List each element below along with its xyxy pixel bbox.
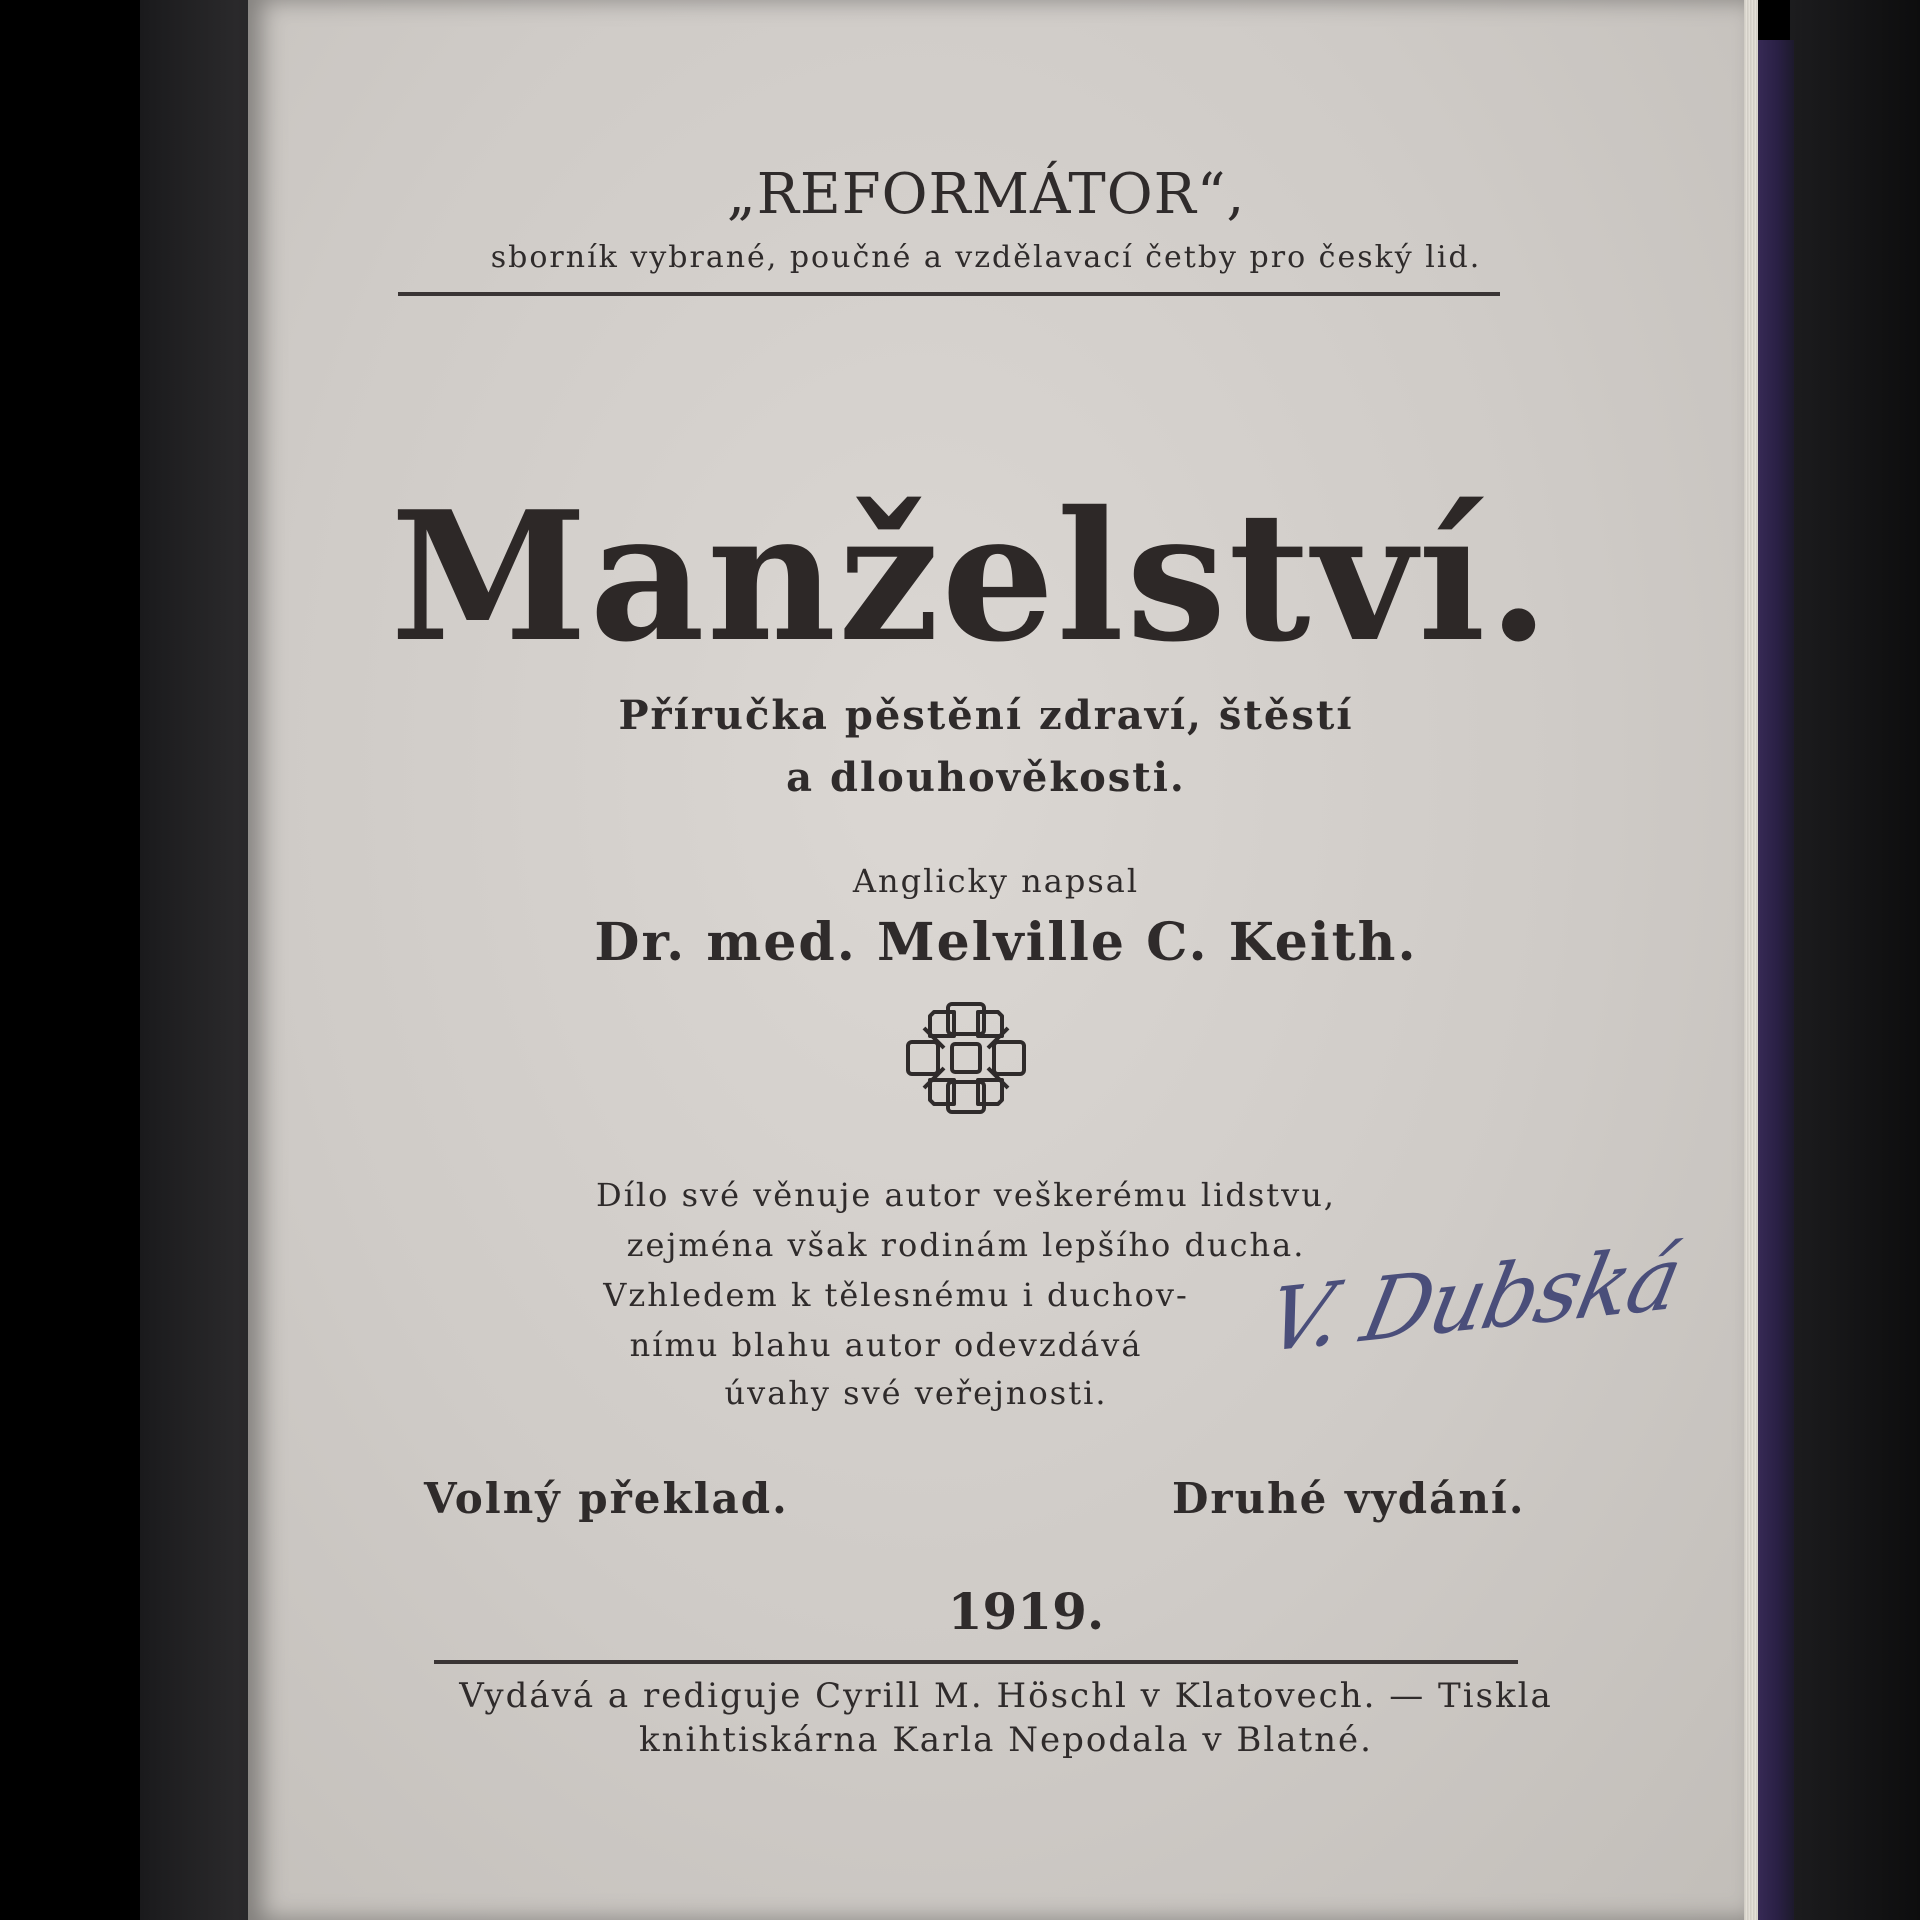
dedication-line-2: zejména však rodinám lepšího ducha. bbox=[626, 1226, 1306, 1264]
backdrop-right bbox=[1790, 0, 1920, 1920]
bottom-rule bbox=[434, 1660, 1518, 1664]
publication-year: 1919. bbox=[947, 1582, 1105, 1641]
handwritten-signature: V. Dubská bbox=[1258, 1227, 1689, 1373]
book-subtitle-line-2: a dlouhověkosti. bbox=[786, 754, 1186, 801]
dedication-line-3: Vzhledem k tělesnému i duchov- bbox=[603, 1276, 1189, 1314]
book-subtitle-line-1: Příručka pěstění zdraví, štěstí bbox=[618, 692, 1354, 739]
book-title: Manželství. bbox=[390, 472, 1552, 681]
celtic-knot-cross-ornament-icon bbox=[904, 1000, 1028, 1116]
series-subtitle: sborník vybrané, poučné a vzdělavací četby pro český lid. bbox=[490, 240, 1482, 275]
top-rule bbox=[398, 292, 1500, 296]
edition-label: Druhé vydání. bbox=[1172, 1474, 1526, 1523]
dedication-line-4: nímu blahu autor odevzdává bbox=[629, 1326, 1143, 1364]
byline-lead: Anglicky napsal bbox=[852, 862, 1140, 900]
imprint-line-2: knihtiskárna Karla Nepodala v Blatné. bbox=[639, 1720, 1373, 1760]
series-title: „REFORMÁTOR“, bbox=[726, 162, 1246, 227]
dedication-line-5: úvahy své veřejnosti. bbox=[724, 1374, 1108, 1412]
dedication-line-1: Dílo své věnuje autor veškerému lidstvu, bbox=[596, 1176, 1336, 1214]
imprint-line-1: Vydává a rediguje Cyrill M. Höschl v Klatovech. — Tiskla bbox=[459, 1676, 1553, 1716]
author-name: Dr. med. Melville C. Keith. bbox=[594, 912, 1418, 973]
translation-note: Volný překlad. bbox=[424, 1474, 789, 1523]
title-page bbox=[248, 0, 1744, 1920]
